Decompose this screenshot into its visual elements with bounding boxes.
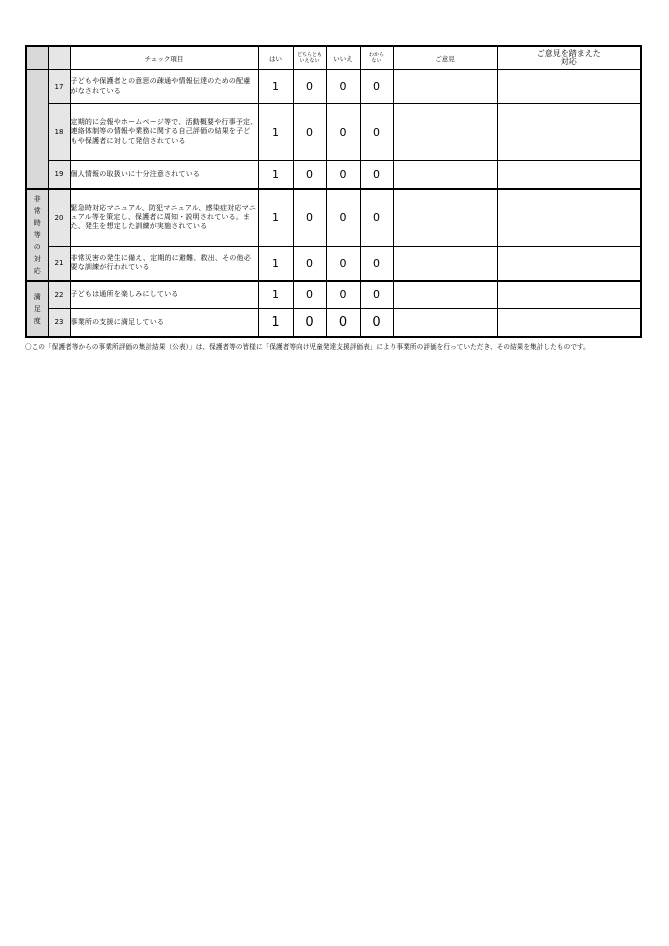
no-count: 0 (326, 309, 360, 337)
no-count: 0 (326, 247, 360, 281)
opinion-cell (393, 161, 497, 189)
row-number: 23 (48, 309, 70, 337)
category-char: 度 (33, 316, 41, 325)
row-number: 18 (48, 104, 70, 161)
header-yes: はい (258, 46, 293, 70)
evaluation-table (25, 45, 642, 338)
yes-count: 1 (258, 104, 293, 161)
category-satisfaction (26, 281, 48, 337)
opinion-cell (393, 281, 497, 309)
header-response (497, 46, 641, 70)
no-count: 0 (326, 189, 360, 247)
category-char: 非 (33, 194, 41, 203)
category-char: 対 (33, 254, 41, 263)
header-response-line1: ご意見を踏まえた (536, 49, 601, 58)
neither-count: 0 (293, 104, 326, 161)
header-neither-line2: いえない (299, 58, 320, 64)
category-cell-continued (26, 70, 48, 189)
opinion-cell (393, 104, 497, 161)
header-row (26, 46, 641, 70)
header-category-cell (26, 46, 48, 70)
response-cell (497, 70, 641, 104)
category-char: の (33, 242, 41, 251)
table-row (26, 161, 641, 189)
header-neither-line1: どちらとも (296, 52, 322, 58)
row-number: 17 (48, 70, 70, 104)
neither-count: 0 (293, 309, 326, 337)
check-item-text: 定期的に会報やホームページ等で、活動概要や行事予定、連絡体制等の情報や業務に関する自己評価の結果を子どもや保護者に対して発信されている (70, 104, 258, 161)
check-item-text: 子どもは通所を楽しみにしている (70, 281, 258, 309)
category-emergency (26, 189, 48, 281)
yes-count: 1 (258, 161, 293, 189)
response-cell (497, 309, 641, 337)
row-number: 21 (48, 247, 70, 281)
unknown-count: 0 (360, 161, 393, 189)
unknown-count: 0 (360, 247, 393, 281)
row-number: 22 (48, 281, 70, 309)
row-number: 19 (48, 161, 70, 189)
yes-count: 1 (258, 309, 293, 337)
unknown-count: 0 (360, 104, 393, 161)
response-cell (497, 161, 641, 189)
yes-count: 1 (258, 70, 293, 104)
neither-count: 0 (293, 161, 326, 189)
no-count: 0 (326, 70, 360, 104)
header-opinion: ご意見 (393, 46, 497, 70)
header-check-item: チェック項目 (70, 46, 258, 70)
yes-count: 1 (258, 281, 293, 309)
check-item-text: 緊急時対応マニュアル、防犯マニュアル、感染症対応マニュアル等を策定し、保護者に周知・説明されている。また、発生を想定した訓練が実施されている (70, 189, 258, 247)
category-char: 等 (33, 230, 41, 239)
header-unknown-line1: わから (368, 52, 384, 58)
unknown-count: 0 (360, 281, 393, 309)
response-cell (497, 281, 641, 309)
unknown-count: 0 (360, 70, 393, 104)
opinion-cell (393, 309, 497, 337)
opinion-cell (393, 247, 497, 281)
yes-count: 1 (258, 189, 293, 247)
check-item-text: 個人情報の取扱いに十分注意されている (70, 161, 258, 189)
check-item-text: 非常災害の発生に備え、定期的に避難、救出、その他必要な訓練が行われている (70, 247, 258, 281)
category-char: 応 (33, 266, 41, 275)
neither-count: 0 (293, 189, 326, 247)
row-number: 20 (48, 189, 70, 247)
opinion-cell (393, 70, 497, 104)
header-no: いいえ (326, 46, 360, 70)
neither-count: 0 (293, 281, 326, 309)
table-row (26, 70, 641, 104)
header-neither (293, 46, 326, 70)
response-cell (497, 104, 641, 161)
response-cell (497, 189, 641, 247)
table-row (26, 247, 641, 281)
category-char: 時 (33, 218, 41, 227)
no-count: 0 (326, 104, 360, 161)
category-char: 満 (33, 292, 41, 301)
header-number-cell (48, 46, 70, 70)
response-cell (497, 247, 641, 281)
yes-count: 1 (258, 247, 293, 281)
category-char: 足 (33, 304, 41, 313)
footnote: 〇この「保護者等からの事業所評価の集計結果（公表）」は、保護者等の皆様に「保護者等向け児童発達支援評価表」により事業所の評価を行っていただき、その結果を集計したものです。 (25, 343, 590, 351)
header-unknown-line2: ない (371, 58, 382, 64)
check-item-text: 事業所の支援に満足している (70, 309, 258, 337)
no-count: 0 (326, 281, 360, 309)
check-item-text: 子どもや保護者との意思の疎通や情報伝達のための配慮がなされている (70, 70, 258, 104)
unknown-count: 0 (360, 189, 393, 247)
no-count: 0 (326, 161, 360, 189)
header-unknown (360, 46, 393, 70)
category-char: 常 (33, 206, 41, 215)
header-response-line2: 対応 (560, 57, 577, 66)
table-row (26, 189, 641, 247)
opinion-cell (393, 189, 497, 247)
unknown-count: 0 (360, 309, 393, 337)
table-row (26, 104, 641, 161)
table-row (26, 309, 641, 337)
table-row (26, 281, 641, 309)
neither-count: 0 (293, 247, 326, 281)
neither-count: 0 (293, 70, 326, 104)
